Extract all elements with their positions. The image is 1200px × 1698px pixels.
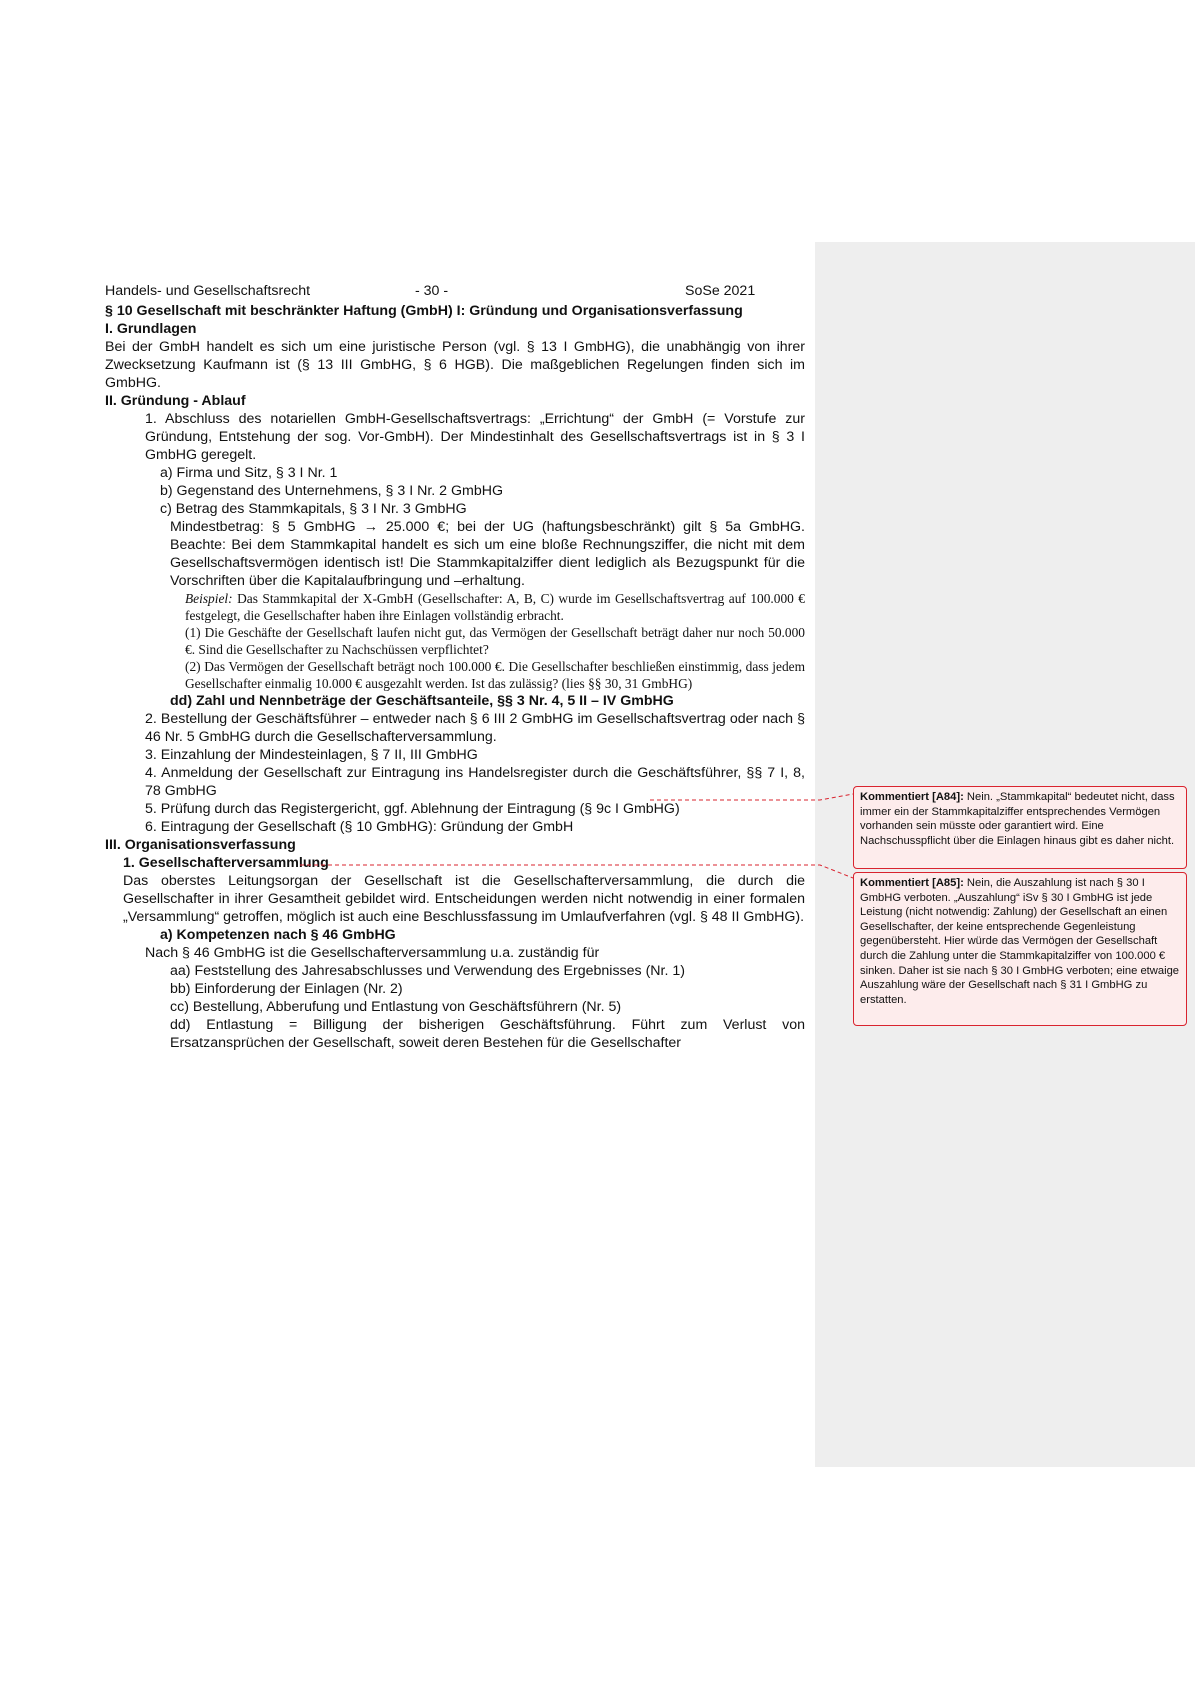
gruendung-step-2: 2. Bestellung der Geschäftsführer – entweder nach § 6 III 2 GmbHG im Gesellschaftsvertrag oder nach § 46 Nr. 5 GmbHG durch die Gesellschafterversammlung. xyxy=(145,711,805,745)
gruendung-step-6: 6. Eintragung der Gesellschaft (§ 10 GmbHG): Gründung der GmbH xyxy=(145,819,574,835)
kompetenz-bb: bb) Einforderung der Einlagen (Nr. 2) xyxy=(170,981,403,997)
section-grundlagen-text: Bei der GmbH handelt es sich um eine juristische Person (vgl. § 13 I GmbHG), die unabhängig von ihrer Zwecksetzung Kaufmann ist (§ 13 III GmbHG, § 6 HGB). Die maßgeblichen Regelungen finden sich im GmbHG. xyxy=(105,339,805,391)
kompetenzen-heading: a) Kompetenzen nach § 46 GmbHG xyxy=(160,927,396,943)
comment-a85-text: Nein, die Auszahlung ist nach § 30 I GmbHG verboten. „Auszahlung“ iSv § 30 I GmbHG ist jede Leistung (nicht notwendig: Zahlung) der Gesellschaft an einen Gesellschafter, der keine entsprechende Gegenleistung gegenübersteht. Hier würde das Vermögen der Gesellschaft durch die Zahlung unter die Stammkapitalziffer von 100.000 € sinken. Daher ist sie nach § 30 I GmbHG verboten; eine etwaige Auszahlung wäre der Gesellschaft nach § 31 I GmbHG zu erstatten. xyxy=(860,877,1180,1006)
section-gruendung-heading: II. Gründung - Ablauf xyxy=(105,393,246,409)
comment-a85-label: Kommentiert [A85]: xyxy=(860,877,964,889)
beispiel-question-2: (2) Das Vermögen der Gesellschaft beträgt noch 100.000 €. Die Gesellschafter beschließen einstimmig, dass jedem Gesellschafter einmalig 10.000 € ausgezahlt werden. Ist das zulässig? (lies §§ 30, 31 GmbHG) xyxy=(185,659,805,691)
kompetenz-aa: aa) Feststellung des Jahresabschlusses und Verwendung des Ergebnisses (Nr. 1) xyxy=(170,963,685,979)
header-semester: SoSe 2021 xyxy=(685,283,756,299)
comment-a84[interactable] xyxy=(853,786,1187,869)
kompetenz-dd: dd) Entlastung = Billigung der bisherigen Geschäftsführung. Führt zum Verlust von Ersatzansprüchen der Gesellschaft, soweit deren Bestehen für die Gesellschafter xyxy=(170,1017,805,1051)
comment-a84-text: Nein. „Stammkapital“ bedeutet nicht, dass immer ein der Stammkapitalziffer entsprechendes Vermögen vorhanden sein müsste oder garantiert wird. Eine Nachschusspflicht über die Einlagen hinaus gibt es daher nicht. xyxy=(860,791,1175,847)
gruendung-item-a: a) Firma und Sitz, § 3 I Nr. 1 xyxy=(160,465,338,481)
kompetenzen-intro: Nach § 46 GmbHG ist die Gesellschafterversammlung u.a. zuständig für xyxy=(145,945,600,961)
header-course: Handels- und Gesellschaftsrecht xyxy=(105,283,311,299)
section-grundlagen-heading: I. Grundlagen xyxy=(105,321,197,337)
gruendung-item-b: b) Gegenstand des Unternehmens, § 3 I Nr. 2 GmbHG xyxy=(160,483,504,499)
comment-a85[interactable] xyxy=(853,872,1187,1026)
beispiel-body: Das Stammkapital der X-GmbH (Gesellschafter: A, B, C) wurde im Gesellschaftsvertrag auf 100.000 € festgelegt, die Gesellschafter haben ihre Einlagen vollständig erbracht. xyxy=(185,591,805,623)
comment-a84-label: Kommentiert [A84]: xyxy=(860,791,964,803)
mindestbetrag-text: Mindestbetrag: § 5 GmbHG → 25.000 €; bei der UG (haftungsbeschränkt) gilt § 5a GmbHG. Beachte: Bei dem Stammkapital handelt es sich um eine bloße Rechnungsziffer, die nicht mit dem Gesellschaftsvermögen identisch ist! Die Stammkapitalziffer dient lediglich als Bezugspunkt für die Vorschriften über die Kapitalaufbringung und –erhaltung. xyxy=(170,519,805,589)
beispiel-question-1: (1) Die Geschäfte der Gesellschaft laufen nicht gut, das Vermögen der Gesellschaft beträgt daher nur noch 50.000 €. Sind die Gesellschafter zu Nachschüssen verpflichtet? xyxy=(185,625,805,657)
beispiel-label: Beispiel: xyxy=(185,591,233,606)
chapter-title: § 10 Gesellschaft mit beschränkter Haftung (GmbH) I: Gründung und Organisationsverfassung xyxy=(105,303,743,319)
gruendung-step-4: 4. Anmeldung der Gesellschaft zur Eintragung ins Handelsregister durch die Geschäftsführer, §§ 7 I, 8, 78 GmbHG xyxy=(145,765,805,799)
organisation-text: Das oberstes Leitungsorgan der Gesellschaft ist die Gesellschafterversammlung, die durch die Gesellschafter in ihrer Gesamtheit gebildet wird. Entscheidungen werden nicht notwendig in einer formalen „Versammlung“ getroffen, möglich ist auch eine Beschlussfassung im Umlaufverfahren (vgl. § 48 II GmbHG). xyxy=(123,873,805,925)
gruendung-step-3: 3. Einzahlung der Mindesteinlagen, § 7 II, III GmbHG xyxy=(145,747,478,763)
kompetenz-cc: cc) Bestellung, Abberufung und Entlastung von Geschäftsführern (Nr. 5) xyxy=(170,999,622,1015)
gruendung-item-dd: dd) Zahl und Nennbeträge der Geschäftsanteile, §§ 3 Nr. 4, 5 II – IV GmbHG xyxy=(170,693,674,709)
gruendung-step-5: 5. Prüfung durch das Registergericht, ggf. Ablehnung der Eintragung (§ 9c I GmbHG) xyxy=(145,801,680,817)
gruendung-item-c: c) Betrag des Stammkapitals, § 3 I Nr. 3 GmbHG xyxy=(160,501,467,517)
header-page-number: - 30 - xyxy=(415,283,449,299)
organisation-sub-1: 1. Gesellschafterversammlung xyxy=(123,855,329,871)
gruendung-step-1: 1. Abschluss des notariellen GmbH-Gesellschaftsvertrags: „Errichtung“ der GmbH (= Vorstufe zur Gründung, Entstehung der sog. Vor-GmbH). Der Mindestinhalt des Gesellschaftsvertrags ist in § 3 I GmbHG geregelt. xyxy=(145,411,805,463)
section-organisation-heading: III. Organisationsverfassung xyxy=(105,837,296,853)
